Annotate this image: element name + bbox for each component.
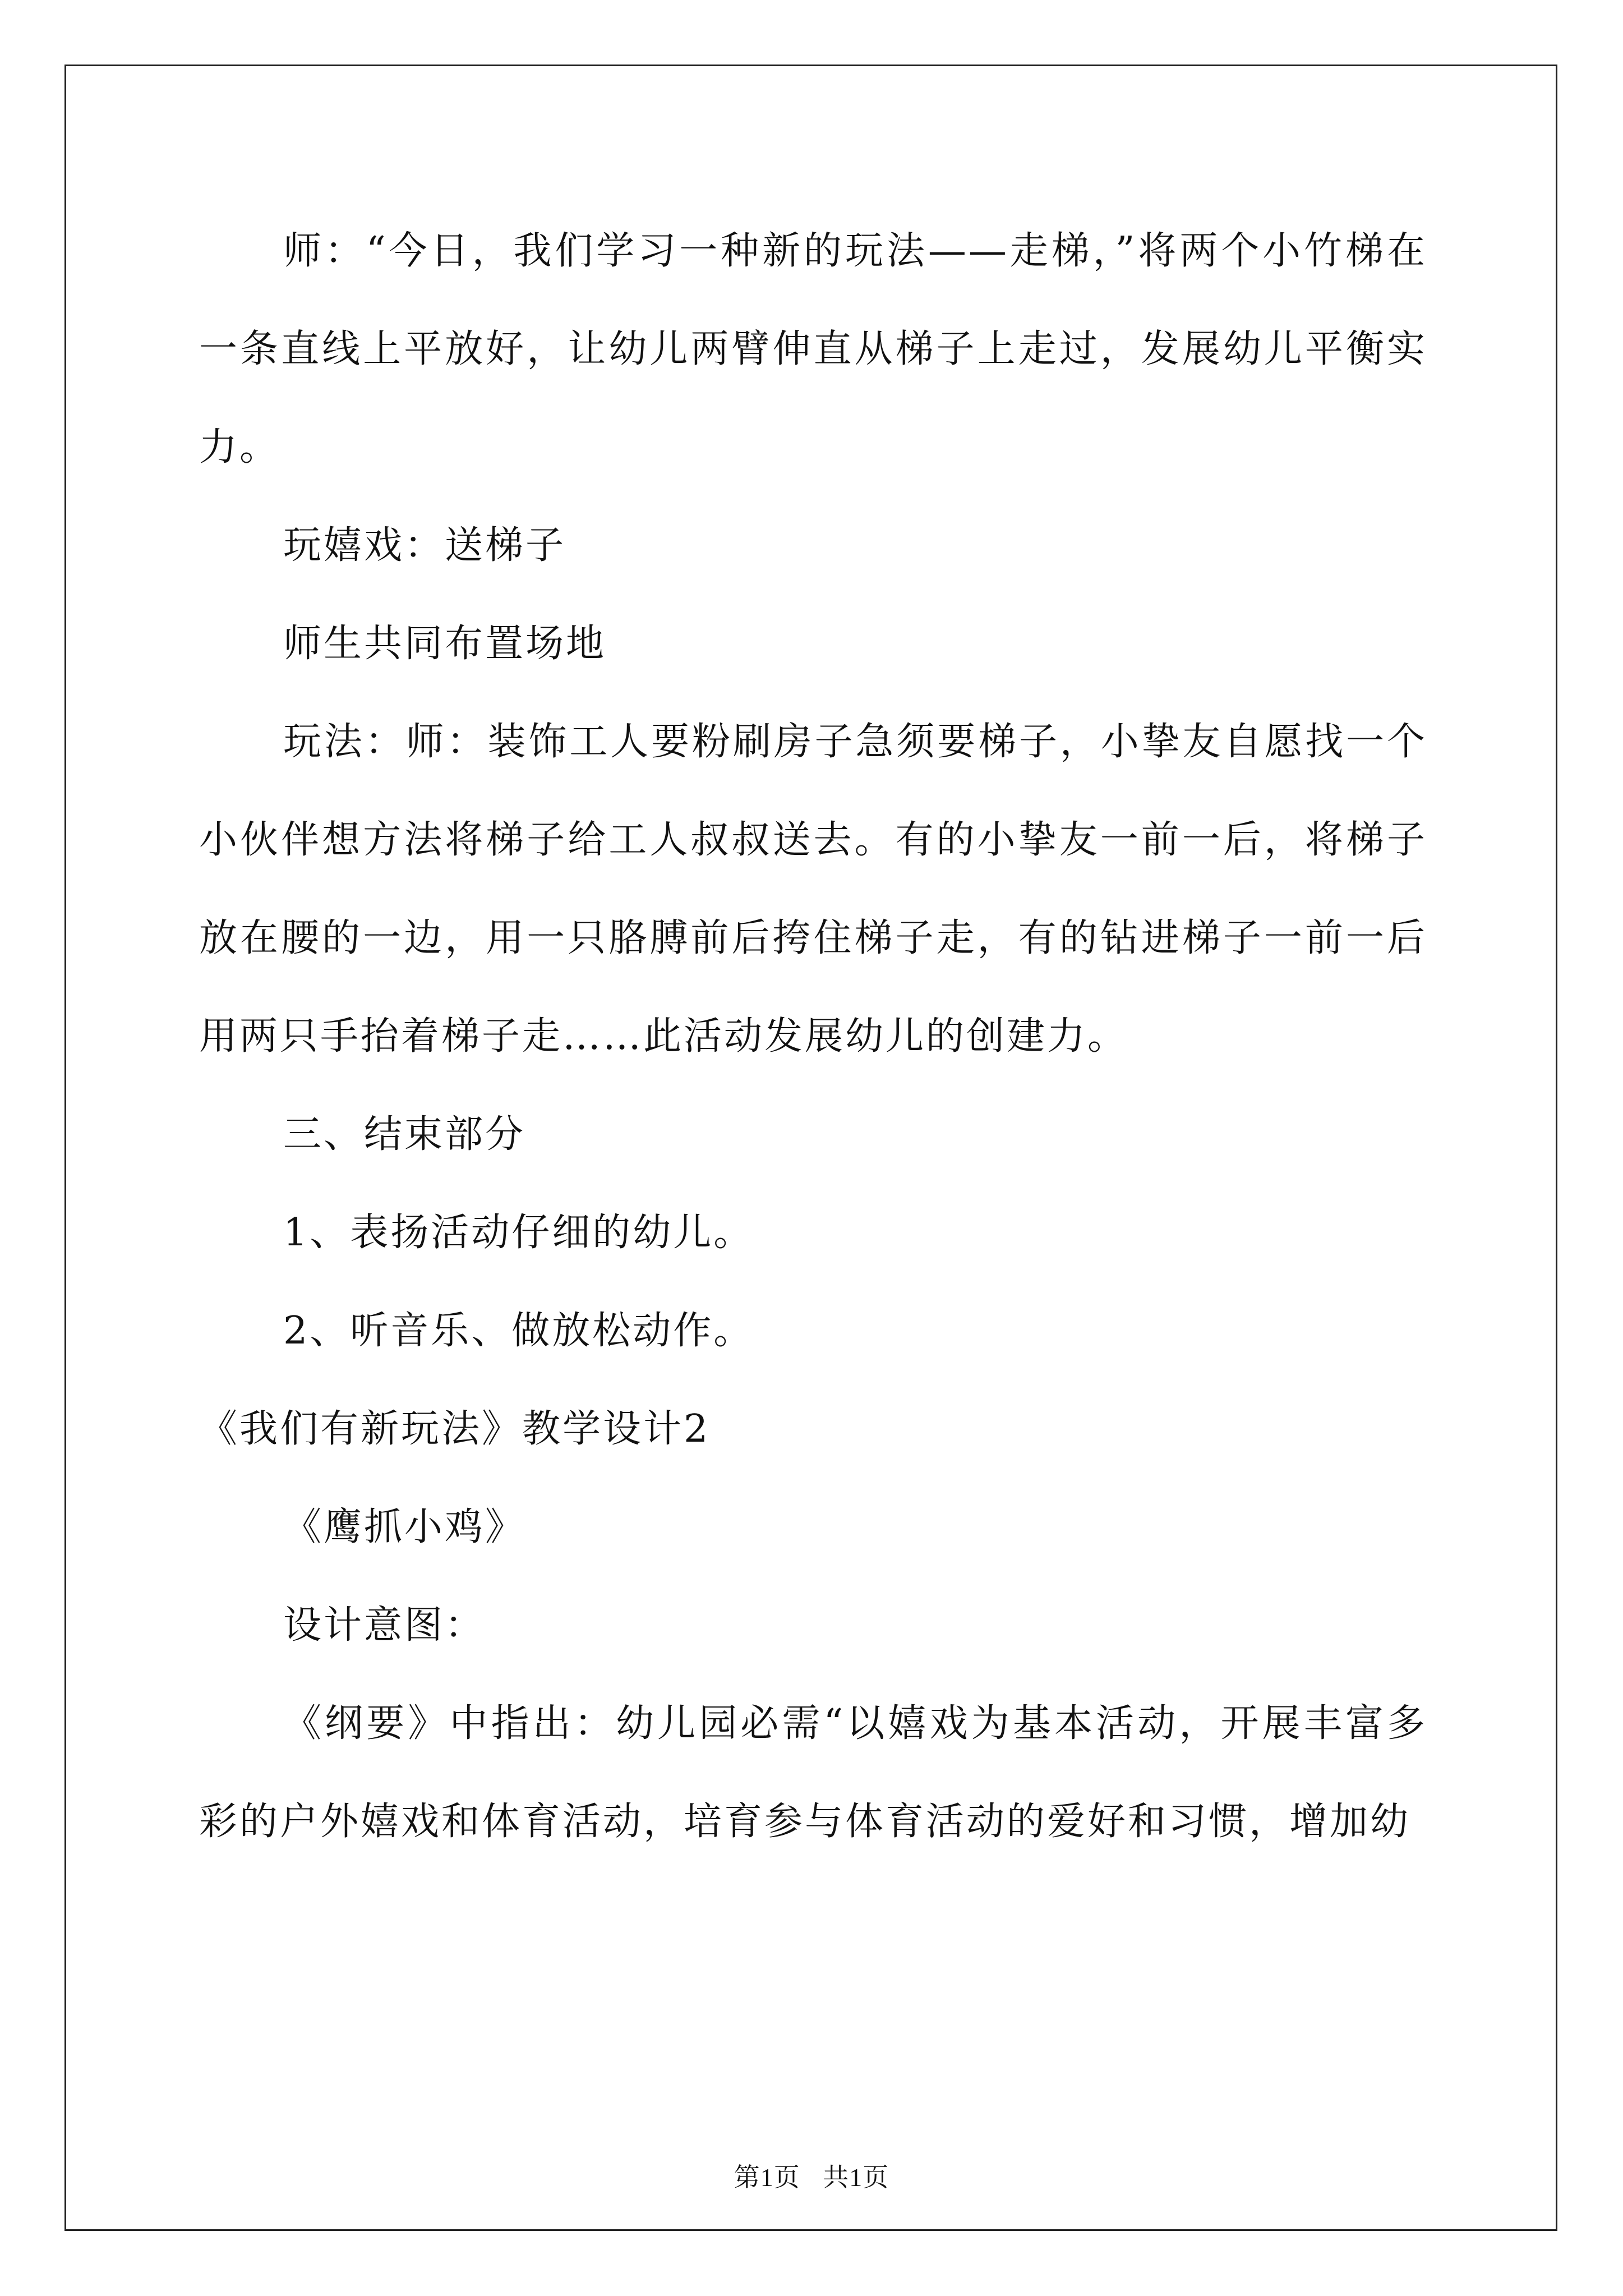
page-footer: [0, 2157, 1623, 2194]
paragraph-subtitle: 《鹰抓小鸡》: [283, 1505, 526, 1549]
page-total: 共1页: [823, 2163, 889, 2192]
paragraph-walk-ladder: 师：“今日，我们学习一种新的玩法——走梯，”将两个小竹梯在一条直线上平放好，让幼儿两臂伸直从梯子上走过，发展幼儿平衡实力。: [199, 229, 1427, 470]
document-body: [199, 202, 1427, 1871]
paragraph-setup: 师生共同布置场地: [283, 622, 607, 666]
paragraph-ending-heading: 三、结束部分: [283, 1112, 526, 1157]
paragraph-ending-item-2: 2、听音乐、做放松动作。: [283, 1309, 754, 1353]
paragraph-gameplay: 玩法：师：装饰工人要粉刷房子急须要梯子，小挚友自愿找一个小伙伴想方法将梯子给工人叔叔送去。有的小挚友一前一后，将梯子放在腰的一边，用一只胳膊前后挎住梯子走，有的钻进梯子一前一后用两只手抬着梯子走……此活动发展幼儿的创建力。: [199, 720, 1427, 1059]
paragraph-ending-item-1: 1、表扬活动仔细的幼儿。: [283, 1211, 754, 1255]
section-heading: 《我们有新玩法》教学设计2: [199, 1407, 711, 1451]
paragraph-outline-quote: 《纲要》中指出：幼儿园必需“以嬉戏为基本活动，开展丰富多彩的户外嬉戏和体育活动，培育参与体育活动的爱好和习惯，增加幼: [199, 1701, 1427, 1844]
page-number: 第1页: [734, 2163, 800, 2192]
paragraph-game-title: 玩嬉戏：送梯子: [283, 523, 566, 568]
paragraph-design-intent-label: 设计意图：: [283, 1603, 486, 1648]
